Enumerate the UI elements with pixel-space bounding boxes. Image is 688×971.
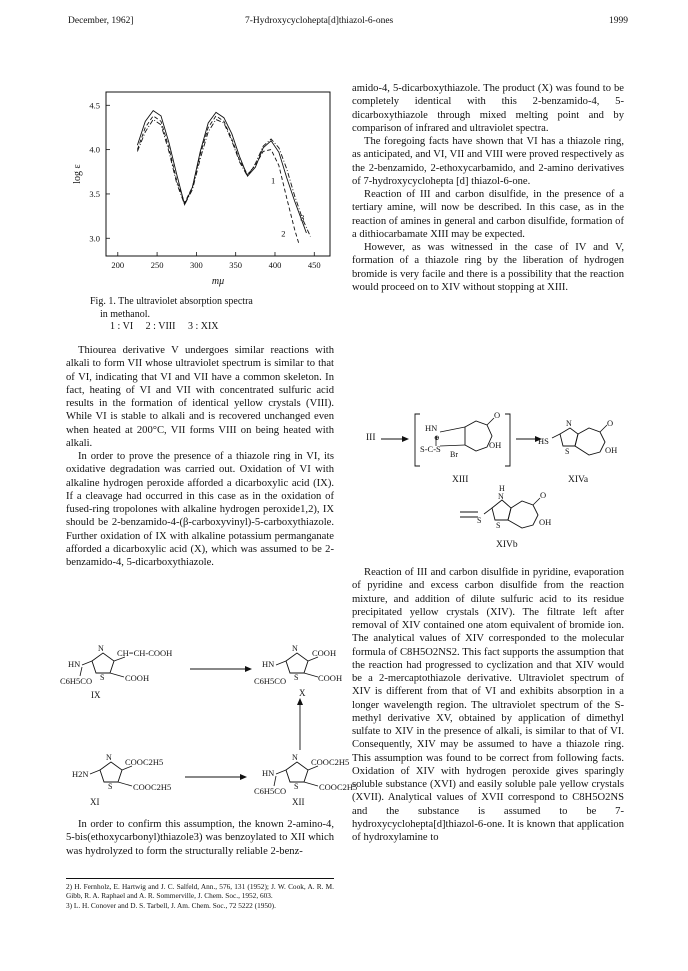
x-tick-label: 200	[111, 260, 125, 270]
footnote-2: 2) H. Fernholz, E. Hartwig and J. C. Salfeld, Ann., 576, 131 (1952); J. W. Cook, A. R. M. Gibb, R. A. Raphael and A. R. Sommerville, J. Chem. Soc., 1952, 603.	[66, 882, 334, 901]
double-bond-o	[533, 498, 540, 505]
thiazole-ring-xivb	[492, 500, 511, 520]
xiva-s: S	[565, 447, 570, 456]
xivb-s1: S	[477, 516, 482, 525]
ix-substituent-1: CH=CH-COOH	[117, 648, 173, 658]
xiva-oh: OH	[605, 445, 618, 455]
y-tick-label: 4.5	[89, 100, 100, 111]
y-tick-label: 3.0	[89, 233, 100, 244]
xii-acyl: C6H5CO	[254, 786, 287, 796]
compound-label-xivb: XIVb	[496, 540, 518, 550]
x-tick-label: 400	[268, 260, 282, 270]
xiii-o: O	[494, 410, 501, 420]
xiii-hn: HN	[425, 423, 438, 433]
atom-n: N	[292, 753, 298, 762]
x-substituent-2: COOH	[318, 673, 343, 683]
compound-label-xi: XI	[90, 797, 100, 807]
series-label-1: 1	[271, 175, 276, 186]
x-tick-label: 250	[150, 260, 164, 270]
ix-acyl: C6H5CO	[60, 676, 93, 686]
xivb-o: O	[540, 490, 547, 500]
right-column-lower	[352, 566, 624, 844]
start-compound-iii: III	[366, 433, 376, 443]
compound-label-ix: IX	[91, 690, 101, 700]
series-label-2: 2	[281, 228, 286, 239]
double-bond-s	[484, 508, 492, 514]
x-tick-label: 450	[307, 260, 321, 270]
xivb-oh: OH	[539, 517, 552, 527]
atom-n: N	[106, 753, 112, 762]
x-axis-label: mμ	[211, 276, 225, 287]
atom-n: N	[98, 644, 104, 653]
footnote-3: 3) L. H. Conover and D. S. Tarbell, J. Am. Chem. Soc., 72 5222 (1950).	[66, 900, 276, 910]
atom-s: S	[100, 673, 105, 682]
compound-label-x: X	[299, 688, 306, 698]
page-number: 1999	[609, 16, 628, 26]
compound-label-xii: XII	[292, 797, 305, 807]
bracket-right	[505, 414, 510, 466]
x-substituent-1: COOH	[312, 648, 337, 658]
xivb-h: H	[499, 484, 505, 493]
xiii-plus: ⊕	[434, 434, 440, 442]
compound-label-xiva: XIVa	[568, 475, 589, 485]
bond	[552, 434, 560, 438]
paragraph: The foregoing facts have shown that VI has a thiazole ring, as anticipated, and VI, VII and VIII were proved respectively as the 2-benzamido, 2-ethoxycarbamido, and 2-amino derivatives of 7-hydroxycyclohepta [d] thiazol-6-one.	[352, 136, 624, 187]
x-tick-label: 300	[190, 260, 203, 270]
x-hn: HN	[262, 659, 275, 669]
xiii-oh: OH	[489, 440, 502, 450]
paragraph: amido-4, 5-dicarboxythiazole. The product (X) was found to be completely identical with this 2-benzamido-4, 5-dicarboxythiazole through mixed melting point and by comparison of infrared and ultraviolet spectra.	[352, 83, 624, 134]
paragraph: Reaction of III and carbon disulfide in pyridine, evaporation of pyridine and excess carbon disulfide from the reaction mixture, and addition of dilute sulfuric acid to its residue precipitated yellow crystals (XIV). The filtrate left after removal of XIV contained one atom equivalent of bromide ion. The analytical values of XIV corresponded to the molecular formula of C8H5O2NS2. This fact supports the assumption that the reaction had progressed to cyclization and that XIV would be a 2-mercaptothiazole derivative. Ultraviolet spectrum of XIV is different from that of VI and exhibits absorption in a longer wavelength region. The ultraviolet spectrum of the S-methyl derivative XV, obtained by application of dimethyl sulfate to XIV in the presence of alkali, is similar to that of VI. Consequently, XIV may be assumed to have a thiazole ring. This assumption was found to be correct from following facts. Oxidation of XIV with hydrogen peroxide gives sparingly soluble substance (XVI) and easily soluble pale yellow crystals (XVII). Analytical values of XVII correspond to C8H5O2NS and the substance is assumed to be 7-hydroxycyclohepta[d]thiazol-6-one. It is known that application of hydroxylamine to	[352, 567, 624, 843]
atom-n: N	[292, 644, 298, 653]
series-label-3: 3	[300, 212, 305, 223]
xiii-cs: S-C-S	[420, 444, 441, 454]
xii-substituent-1: COOC2H5	[311, 757, 350, 767]
bracket-left	[415, 414, 420, 466]
running-header-date: December, 1962]	[68, 16, 134, 26]
arrow-head	[402, 436, 409, 442]
bond	[440, 427, 465, 432]
atom-s: S	[294, 673, 299, 682]
xivb-s2: S	[496, 521, 501, 530]
running-header-title: 7-Hydroxycyclohepta[d]thiazol-6-ones	[245, 16, 394, 26]
double-bond-o	[600, 425, 607, 432]
ix-substituent-2: COOH	[125, 673, 150, 683]
double-bond-o	[487, 418, 494, 425]
xiva-n: N	[566, 419, 572, 428]
y-tick-label: 3.5	[89, 188, 100, 199]
caption-line-3: 1 : VI 2 : VIII 3 : XIX	[110, 321, 219, 332]
paragraph: Thiourea derivative V undergoes similar reactions with alkali to form VII whose ultraviolet spectrum is similar to that of VI, indicating that VI and VII have a common skeleton. In fact, heating of VI and VII with concentrated sulfuric acid results in the formation of identical yellow crystals (VIII). While VI is stable to alkali and is recovered unchanged even when heated at 200°C, VII forms VIII on being heated with alkali.	[66, 345, 334, 449]
bond	[440, 445, 465, 446]
ix-hn: HN	[68, 659, 81, 669]
x-tick-label: 350	[229, 260, 243, 270]
caption-line-2: in methanol.	[100, 308, 150, 320]
xi-amine: H2N	[72, 769, 89, 779]
compound-label-xiii: XIII	[452, 475, 469, 485]
xiva-o: O	[607, 418, 614, 428]
xii-hn: HN	[262, 768, 275, 778]
xiii-br: Br	[450, 450, 458, 459]
atom-s: S	[108, 782, 113, 791]
paragraph: Reaction of III and carbon disulfide, in the presence of a tertiary amine, will now be described. In this case, as in the reaction of amines in general and carbon disulfide, formation of a dithiocarbamate XIII may be expected.	[352, 189, 624, 240]
xi-substituent-2: COOC2H5	[133, 782, 172, 792]
y-tick-label: 4.0	[89, 144, 100, 155]
xiva-hs: HS	[538, 436, 549, 446]
atom-s: S	[294, 782, 299, 791]
paragraph: However, as was witnessed in the case of IV and V, formation of a thiazole ring by the liberation of hydrogen bromide is very facile and there is a possibility that the reaction would proceed on to XIV without stopping at XIII.	[352, 242, 624, 293]
caption-line-1: Fig. 1. The ultraviolet absorption spectra	[90, 296, 253, 307]
xivb-n: N	[498, 492, 504, 501]
xii-substituent-2: COOC2H5	[319, 782, 358, 792]
paragraph: In order to confirm this assumption, the known 2-amino-4, 5-bis(ethoxycarbonyl)thiazole3) was benzoylated to XII which was hydrolyzed to form the structurally reliable 2-benz-	[66, 819, 334, 857]
tropolone-ring-xiii	[465, 421, 492, 451]
y-axis-label: log ε	[72, 164, 83, 184]
xi-substituent-1: COOC2H5	[125, 757, 164, 767]
x-acyl: C6H5CO	[254, 676, 287, 686]
paragraph: In order to prove the presence of a thiazole ring in VI, its oxidative degradation was carried out. Oxidation of VI with alkaline hydrogen peroxide afforded a dicarboxylic acid (IX). If a cleavage had occurred in this case as in the oxidation of fused-ring tropolones with alkaline hydrogen peroxide1,2), IX should be 2-benzamido-4-(β-carboxyvinyl)-5-carboxythiazole. Further oxidation of IX with alkaline potassium permanganate afforded a dicarboxylic acid (X), which was assumed to be 2-benzamido-4, 5-dicarboxythiazole.	[66, 451, 334, 568]
